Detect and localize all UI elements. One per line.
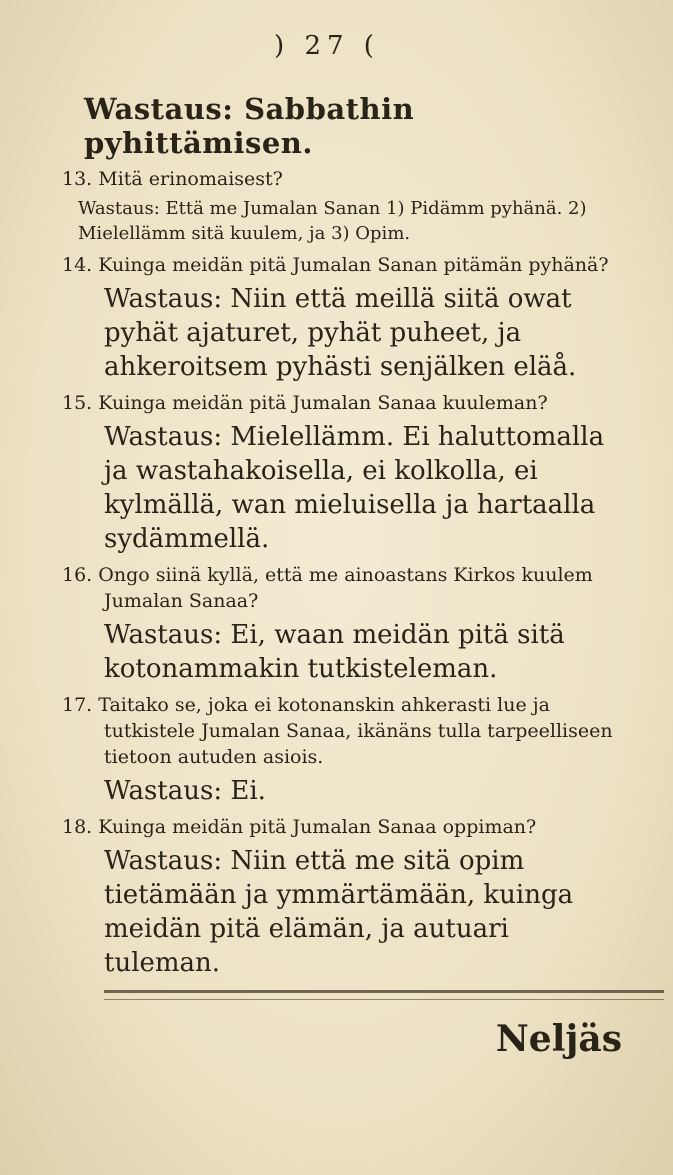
question-15: 15. Kuinga meidän pitä Jumalan Sanaa kuuleman?: [62, 392, 548, 414]
question-16: 16. Ongo siinä kyllä, että me ainoastans Kirkos kuulem Jumalan Sanaa?: [62, 564, 593, 612]
catchword: Neljäs: [495, 1018, 622, 1060]
question-13: 13. Mitä erinomaisest?: [62, 168, 283, 190]
question-18: 18. Kuinga meidän pitä Jumalan Sanaa oppiman?: [62, 816, 537, 838]
page-content: [62, 22, 622, 1060]
answer-16: Wastaus: Ei, waan meidän pitä sitä kotonammakin tutkisteleman.: [104, 620, 565, 684]
question-14: 14. Kuinga meidän pitä Jumalan Sanan pitämän pyhänä?: [62, 254, 609, 276]
answer-13: Wastaus: Että me Jumalan Sanan 1) Pidämm pyhänä. 2) Mielellämm sitä kuulem, ja 3) Opim.: [78, 198, 587, 244]
question-17: 17. Taitako se, joka ei kotonanskin ahkerasti lue ja tutkistele Jumalan Sanaa, ikänäns tulla tarpeelliseen tietoon autuden asiois.: [62, 694, 613, 768]
horizontal-rule: [104, 990, 664, 1000]
section-title: Wastaus: Sabbathin pyhittämisen.: [84, 92, 415, 160]
answer-18: Wastaus: Niin että me sitä opim tietämään ja ymmärtämään, kuinga meidän pitä elämän, ja autuari tuleman.: [104, 846, 574, 978]
answer-14: Wastaus: Niin että meillä siitä owat pyhät ajaturet, pyhät puheet, ja ahkeroitsem pyhästi senjälken eläå.: [104, 284, 577, 382]
page-number-header: ) 27 (: [274, 31, 380, 61]
answer-17: Wastaus: Ei.: [104, 776, 266, 806]
answer-15: Wastaus: Mielellämm. Ei haluttomalla ja wastahakoisella, ei kolkolla, ei kylmällä, wan mieluisella ja hartaalla sydämmellä.: [104, 422, 605, 554]
